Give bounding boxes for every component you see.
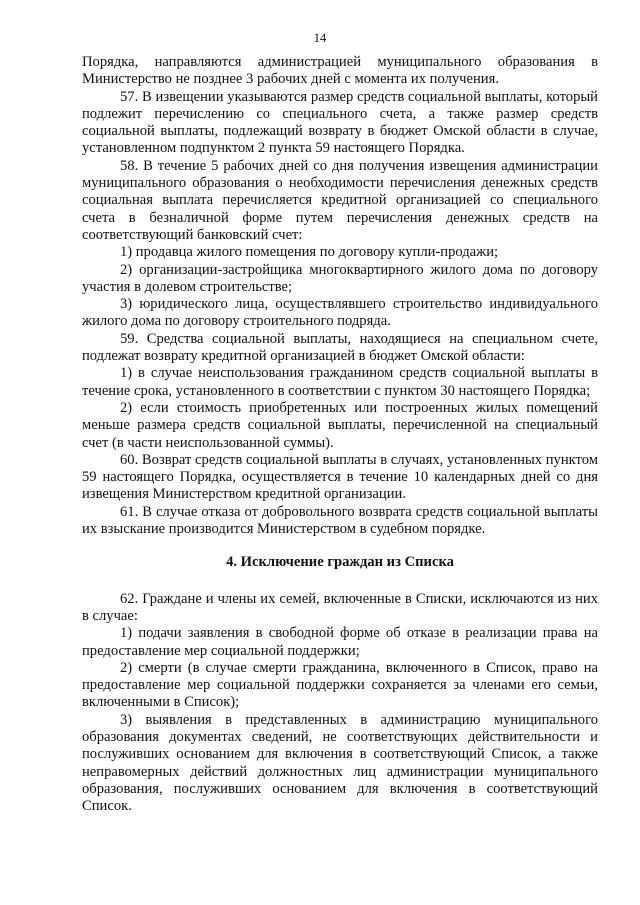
paragraph-58-item-1: 1) продавца жилого помещения по договору купли-продажи; bbox=[120, 244, 499, 261]
paragraph-58-item-3: 3) юридического лица, осуществлявшего строительство индивидуального жилого дома по договору строительного подряда. bbox=[82, 296, 598, 330]
paragraph-61: 61. В случае отказа от добровольного возврата средств социальной выплаты их взыскание производится Министерством в судебном порядке. bbox=[82, 503, 598, 538]
paragraph-57: 57. В извещении указываются размер средств социальной выплаты, который подлежит перечислению со специального счета, а также размер средств социальной выплаты, подлежащий возврату в бюджет Омской области в случае, установленном подпунктом 2 пункта 59 настоящего Порядка. bbox=[82, 88, 598, 157]
section-heading: 4. Исключение граждан из Списка bbox=[226, 554, 454, 571]
paragraph-58: 58. В течение 5 рабочих дней со дня получения извещения администрации муниципального образования о необходимости перечисления денежных средств социальная выплата перечисляется кредитной организацией со специального счета в безналичной форме путем перечисления денежных средств на соответствующий банковский счет: bbox=[82, 157, 598, 243]
paragraph-62-item-1: 1) подачи заявления в свободной форме об отказе в реализации права на предоставление мер социальной поддержки; bbox=[82, 625, 598, 659]
page-number: 14 bbox=[313, 31, 327, 45]
paragraph-continuation: Порядка, направляются администрацией муниципального образования в Министерство не позднее 3 рабочих дней с момента их получения. bbox=[82, 54, 598, 88]
paragraph-59-item-1: 1) в случае неиспользования гражданином средств социальной выплаты в течение срока, установленного в соответствии с пунктом 30 настоящего Порядка; bbox=[82, 365, 598, 399]
paragraph-59: 59. Средства социальной выплаты, находящиеся на специальном счете, подлежат возврату кредитной организацией в бюджет Омской области: bbox=[82, 330, 598, 365]
paragraph-62-item-3: 3) выявления в представленных в администрацию муниципального образования документах сведений, не соответствующих действительности и послуживших основанием для включения в соответствующий Список, а также неправомерных действий должностных лиц администрации муниципального образования, послуживших основанием для включения в соответствующий Список. bbox=[82, 711, 598, 815]
paragraph-62: 62. Граждане и члены их семей, включенные в Списки, исключаются из них в случае: bbox=[82, 590, 598, 624]
paragraph-60: 60. Возврат средств социальной выплаты в случаях, установленных пунктом 59 настоящего Порядка, осуществляется в течение 10 календарных дней со дня извещения Министерством кредитной организации. bbox=[82, 451, 598, 503]
paragraph-59-item-2: 2) если стоимость приобретенных или построенных жилых помещений меньше размера средств социальной выплаты, перечисленной на специальный счет (в части неиспользованной суммы). bbox=[82, 399, 598, 451]
paragraph-62-item-2: 2) смерти (в случае смерти гражданина, включенного в Список, право на предоставление мер социальной поддержки сохраняется за членами его семьи, включенными в Список); bbox=[82, 659, 598, 711]
paragraph-58-item-2: 2) организации-застройщика многоквартирного жилого дома по договору участия в долевом строительстве; bbox=[82, 261, 598, 295]
document-body bbox=[82, 54, 598, 815]
